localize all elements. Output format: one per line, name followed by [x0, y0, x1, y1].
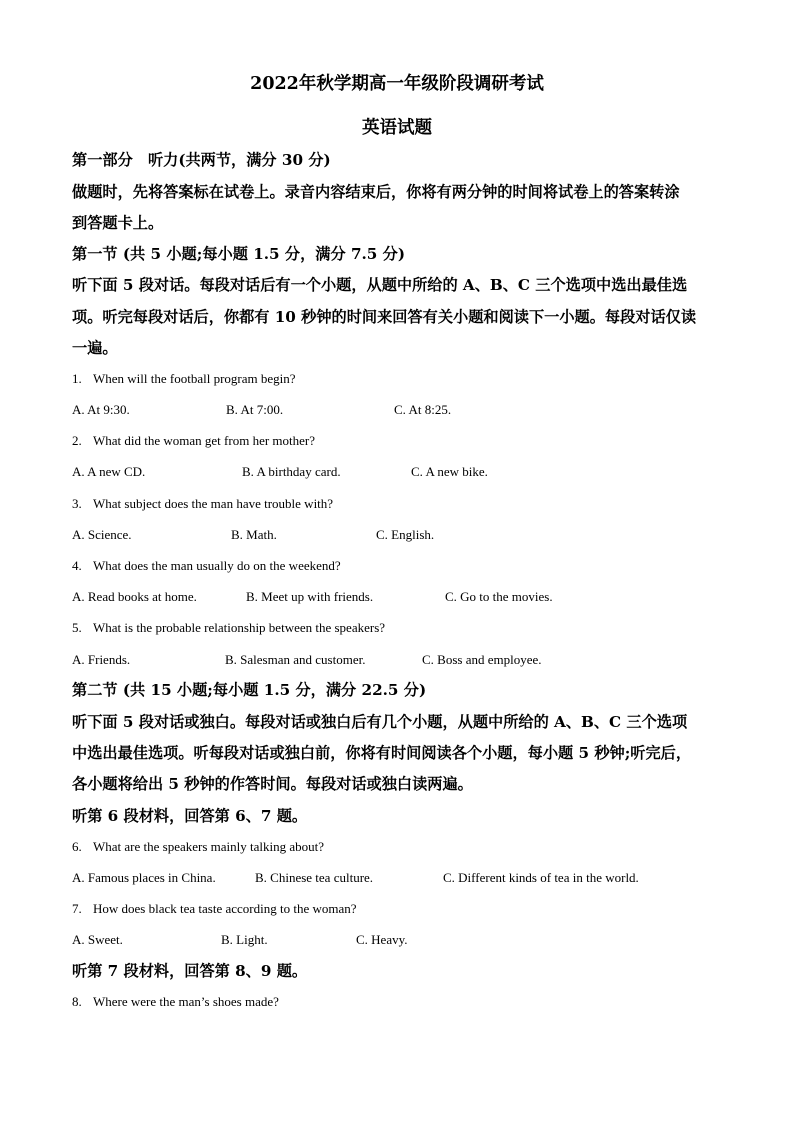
- question-number: 3.: [72, 496, 82, 511]
- question-text: What are the speakers mainly talking about?: [93, 839, 325, 854]
- section1-instruction-line2: 项。听完每段对话后，你都有 10 秒钟的时间来回答有关小题和阅读下一小题。每段对话仅读: [72, 308, 697, 326]
- section1-heading: 第一节 (共 5 小题;每小题 1.5 分，满分 7.5 分): [72, 245, 406, 263]
- exam-title: 2022年秋学期高一年级阶段调研考试: [250, 74, 544, 94]
- q2-option-a: A. A new CD.: [72, 464, 146, 479]
- section2-instruction-line2: 中选出最佳选项。听每段对话或独白前，你将有时间阅读各个小题，每小题 5 秒钟;听完后，: [72, 744, 692, 762]
- question-number: 8.: [72, 994, 82, 1009]
- q7-option-c: C. Heavy.: [356, 932, 408, 947]
- q1-option-b: B. At 7:00.: [226, 402, 284, 417]
- q6-option-a: A. Famous places in China.: [72, 870, 216, 885]
- q5-option-b: B. Salesman and customer.: [225, 652, 366, 667]
- question-5: [72, 620, 385, 636]
- question-7: [72, 901, 357, 917]
- question-number: 6.: [72, 839, 82, 854]
- question-8: [72, 994, 279, 1010]
- question-text: How does black tea taste according to the woman?: [93, 901, 357, 916]
- q4-option-a: A. Read books at home.: [72, 589, 197, 604]
- question-text: Where were the man’s shoes made?: [93, 994, 279, 1009]
- question-number: 1.: [72, 371, 82, 386]
- q2-option-b: B. A birthday card.: [242, 464, 341, 479]
- section2-instruction-line3: 各小题将给出 5 秒钟的作答时间。每段对话或独白读两遍。: [72, 775, 473, 793]
- material-6-heading: 听第 6 段材料，回答第 6、7 题。: [72, 807, 308, 825]
- part1-intro-line1: 做题时，先将答案标在试卷上。录音内容结束后，你将有两分钟的时间将试卷上的答案转涂: [72, 183, 680, 201]
- section1-instruction-line1: 听下面 5 段对话。每段对话后有一个小题，从题中所给的 A、B、C 三个选项中选出最佳选: [72, 276, 688, 294]
- q7-option-a: A. Sweet.: [72, 932, 123, 947]
- question-4: [72, 558, 341, 574]
- question-text: What is the probable relationship between the speakers?: [93, 620, 386, 635]
- question-text: What does the man usually do on the weekend?: [93, 558, 341, 573]
- question-1: [72, 371, 296, 387]
- question-number: 5.: [72, 620, 82, 635]
- exam-subtitle: 英语试题: [362, 118, 432, 138]
- question-6: [72, 839, 324, 855]
- section2-heading: 第二节 (共 15 小题;每小题 1.5 分，满分 22.5 分): [72, 681, 427, 699]
- q1-option-c: C. At 8:25.: [394, 402, 452, 417]
- q3-option-c: C. English.: [376, 527, 435, 542]
- part1-heading: 第一部分 听力(共两节，满分 30 分): [72, 151, 331, 169]
- question-number: 7.: [72, 901, 82, 916]
- q6-option-c: C. Different kinds of tea in the world.: [443, 870, 639, 885]
- q5-option-c: C. Boss and employee.: [422, 652, 542, 667]
- section1-instruction-line3: 一遍。: [72, 339, 118, 357]
- q6-option-b: B. Chinese tea culture.: [255, 870, 374, 885]
- q1-option-a: A. At 9:30.: [72, 402, 130, 417]
- q4-option-b: B. Meet up with friends.: [246, 589, 374, 604]
- q7-option-b: B. Light.: [221, 932, 268, 947]
- section2-instruction-line1: 听下面 5 段对话或独白。每段对话或独白后有几个小题，从题中所给的 A、B、C 三个选项: [72, 713, 688, 731]
- question-number: 2.: [72, 433, 82, 448]
- q3-option-b: B. Math.: [231, 527, 277, 542]
- question-text: When will the football program begin?: [93, 371, 296, 386]
- q4-option-c: C. Go to the movies.: [445, 589, 553, 604]
- q3-option-a: A. Science.: [72, 527, 132, 542]
- question-text: What did the woman get from her mother?: [93, 433, 316, 448]
- q5-option-a: A. Friends.: [72, 652, 131, 667]
- question-3: [72, 496, 333, 512]
- part1-intro-line2: 到答题卡上。: [72, 214, 164, 232]
- q2-option-c: C. A new bike.: [411, 464, 488, 479]
- question-2: [72, 433, 315, 449]
- material-7-heading: 听第 7 段材料，回答第 8、9 题。: [72, 962, 308, 980]
- question-number: 4.: [72, 558, 82, 573]
- question-text: What subject does the man have trouble with?: [93, 496, 334, 511]
